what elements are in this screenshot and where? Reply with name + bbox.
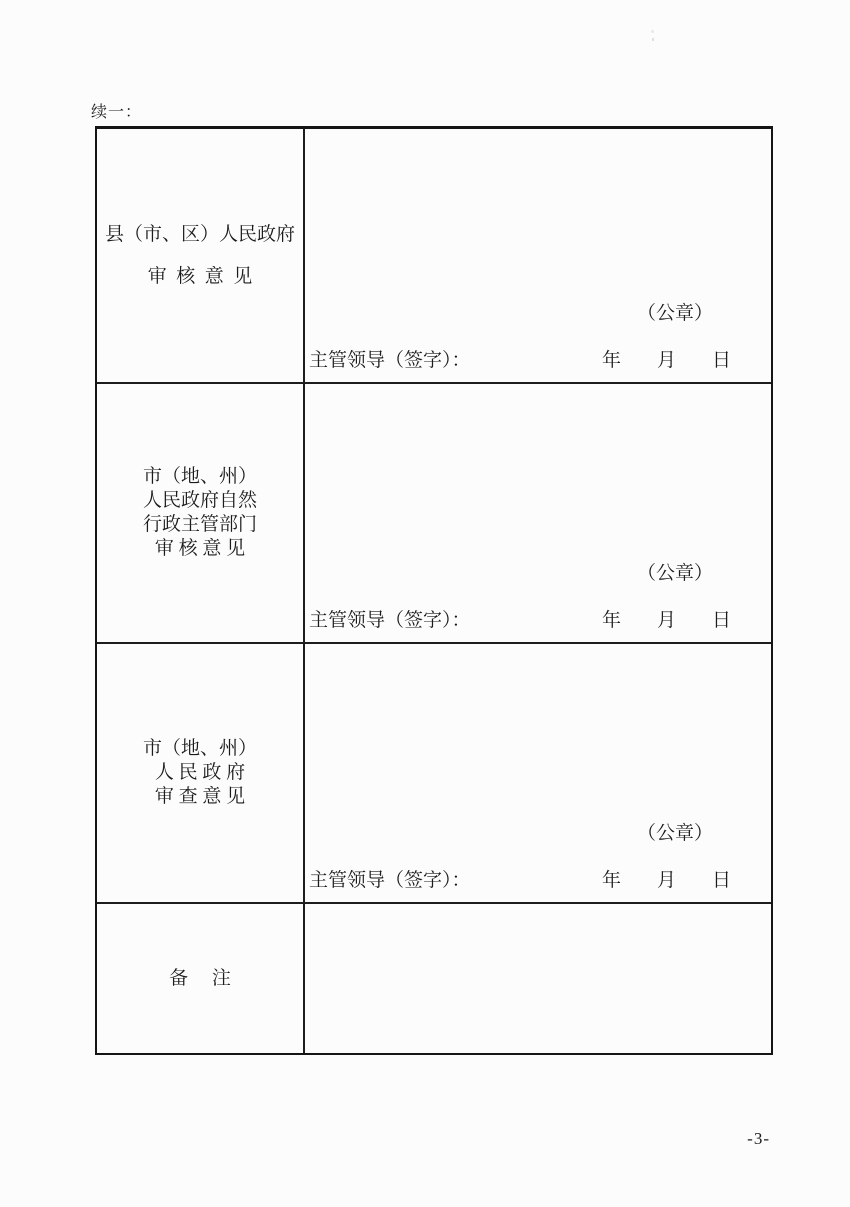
day-label: 日	[711, 350, 731, 371]
label-line: 市（地、州）	[142, 738, 257, 759]
year-label: 年	[601, 350, 621, 371]
label-line: 人民政府自然	[142, 490, 257, 511]
row-label-county-government-review	[97, 129, 305, 382]
label-line: 审 查 意 见	[154, 786, 246, 807]
table-row-city-government-examination	[97, 642, 771, 902]
seal-placeholder: （公章）	[636, 303, 713, 324]
month-label: 月	[656, 610, 676, 631]
opinion-area-city-government	[305, 644, 771, 902]
year-label: 年	[601, 870, 621, 891]
signature-label: 主管领导（签字）：	[309, 350, 471, 371]
label-line: 县（市、区）人民政府	[104, 223, 295, 245]
table-row-county-review	[97, 129, 771, 382]
remarks-area	[305, 904, 771, 1053]
label-line: 审 核 意 见	[147, 265, 253, 287]
label-line: 备 注	[169, 967, 231, 989]
signature-line	[305, 349, 771, 382]
label-line: 人 民 政 府	[154, 762, 246, 783]
seal-placeholder: （公章）	[636, 563, 713, 584]
label-line: 审 核 意 见	[154, 538, 246, 559]
day-label: 日	[711, 610, 731, 631]
approval-opinions-table	[95, 126, 773, 1055]
seal-placeholder: （公章）	[636, 823, 713, 844]
opinion-area-county	[305, 129, 771, 382]
month-label: 月	[656, 870, 676, 891]
row-label-city-government-examination	[97, 644, 305, 902]
row-label-city-natural-dept-review	[97, 384, 305, 642]
year-label: 年	[601, 610, 621, 631]
day-label: 日	[711, 870, 731, 891]
label-line: 市（地、州）	[142, 466, 257, 487]
scan-speck-artifact	[650, 30, 656, 42]
date-fields	[602, 349, 731, 372]
date-fields	[602, 869, 731, 892]
date-fields	[602, 609, 731, 632]
signature-label: 主管领导（签字）：	[309, 610, 471, 631]
signature-line	[305, 609, 771, 642]
page-number: -3-	[747, 1129, 770, 1148]
opinion-area-city-dept	[305, 384, 771, 642]
signature-line	[305, 869, 771, 902]
label-line: 行政主管部门	[142, 514, 257, 535]
table-row-city-dept-review	[97, 382, 771, 642]
signature-label: 主管领导（签字）：	[309, 870, 471, 891]
month-label: 月	[656, 350, 676, 371]
row-label-remarks	[97, 904, 305, 1053]
table-row-remarks	[97, 902, 771, 1053]
continuation-label: 续一：	[91, 104, 143, 121]
